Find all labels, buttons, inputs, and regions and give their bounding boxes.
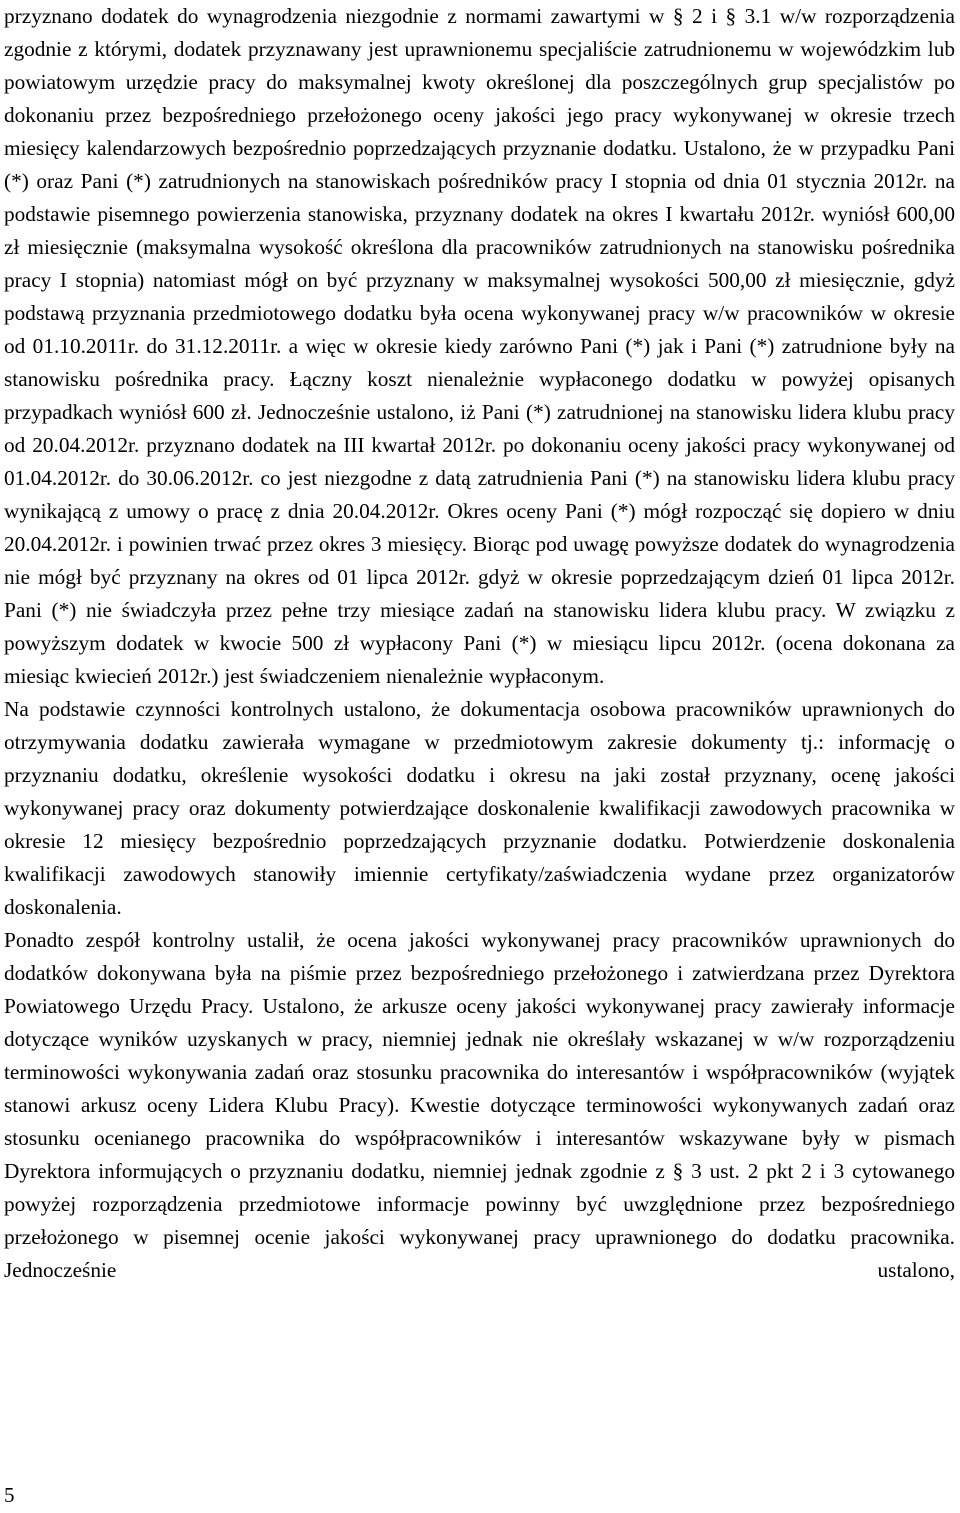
document-body <box>4 0 955 1287</box>
paragraph-personnel-documentation: Na podstawie czynności kontrolnych ustalono, że dokumentacja osobowa pracowników uprawnionych do otrzymywania dodatku zawierała wymagane w przedmiotowym zakresie dokumenty tj.: informację o przyznaniu dodatku, określenie wysokości dodatku i okresu na jaki został przyznany, ocenę jakości wykonywanej pracy oraz dokumenty potwierdzające doskonalenie kwalifikacji zawodowych pracownika w okresie 12 miesięcy bezpośrednio poprzedzających przyznanie dodatku. Potwierdzenie doskonalenia kwalifikacji zawodowych stanowiły imiennie certyfikaty/zaświadczenia wydane przez organizatorów doskonalenia. <box>4 697 955 919</box>
page-number: 5 <box>4 1483 15 1507</box>
paragraph-quality-assessment: Ponadto zespół kontrolny ustalił, że ocena jakości wykonywanej pracy pracowników uprawnionych do dodatków dokonywana była na piśmie przez bezpośredniego przełożonego i zatwierdzana przez Dyrektora Powiatowego Urzędu Pracy. Ustalono, że arkusze oceny jakości wykonywanej pracy zawierały informacje dotyczące wyników uzyskanych w pracy, niemniej jednak nie określały wskazanej w w/w rozporządzeniu terminowości wykonywania zadań oraz stosunku pracownika do interesantów i współpracowników (wyjątek stanowi arkusz oceny Lidera Klubu Pracy). Kwestie dotyczące terminowości wykonywanych zadań oraz stosunku ocenianego pracownika do współpracowników i interesantów wskazywane były w pismach Dyrektora informujących o przyznaniu dodatku, niemniej jednak zgodnie z § 3 ust. 2 pkt 2 i 3 cytowanego powyżej rozporządzenia przedmiotowe informacje powinny być uwzględnione przez bezpośredniego przełożonego w pisemnej ocenie jakości wykonywanej pracy uprawnionego do dodatku pracownika. Jednocześnie ustalono, <box>4 928 955 1282</box>
paragraph-allowance-findings: przyznano dodatek do wynagrodzenia niezgodnie z normami zawartymi w § 2 i § 3.1 w/w rozporządzenia zgodnie z którymi, dodatek przyznawany jest uprawnionemu specjaliście zatrudnionemu w wojewódzkim lub powiatowym urzędzie pracy do maksymalnej kwoty określonej dla poszczególnych grup specjalistów po dokonaniu przez bezpośredniego przełożonego oceny jakości jego pracy wykonywanej w okresie trzech miesięcy kalendarzowych bezpośrednio poprzedzających przyznanie dodatku. Ustalono, że w przypadku Pani (*) oraz Pani (*) zatrudnionych na stanowiskach pośredników pracy I stopnia od dnia 01 stycznia 2012r. na podstawie pisemnego powierzenia stanowiska, przyznany dodatek na okres I kwartału 2012r. wyniósł 600,00 zł miesięcznie (maksymalna wysokość określona dla pracowników zatrudnionych na stanowisku pośrednika pracy I stopnia) natomiast mógł on być przyznany w maksymalnej wysokości 500,00 zł miesięcznie, gdyż podstawą przyznania przedmiotowego dodatku była ocena wykonywanej pracy w/w pracowników w okresie od 01.10.2011r. do 31.12.2011r. a więc w okresie kiedy zarówno Pani (*) jak i Pani (*) zatrudnione były na stanowisku pośrednika pracy. Łączny koszt nienależnie wypłaconego dodatku w powyżej opisanych przypadkach wyniósł 600 zł. Jednocześnie ustalono, iż Pani (*) zatrudnionej na stanowisku lidera klubu pracy od 20.04.2012r. przyznano dodatek na III kwartał 2012r. po dokonaniu oceny jakości pracy wykonywanej od 01.04.2012r. do 30.06.2012r. co jest niezgodne z datą zatrudnienia Pani (*) na stanowisku lidera klubu pracy wynikającą z umowy o pracę z dnia 20.04.2012r. Okres oceny Pani (*) mógł rozpocząć się dopiero w dniu 20.04.2012r. i powinien trwać przez okres 3 miesięcy. Biorąc pod uwagę powyższe dodatek do wynagrodzenia nie mógł być przyznany na okres od 01 lipca 2012r. gdyż w okresie poprzedzającym dzień 01 lipca 2012r. Pani (*) nie świadczyła przez pełne trzy miesiące zadań na stanowisku lidera klubu pracy. W związku z powyższym dodatek w kwocie 500 zł wypłacony Pani (*) w miesiącu lipcu 2012r. (ocena dokonana za miesiąc kwiecień 2012r.) jest świadczeniem nienależnie wypłaconym. <box>4 4 955 688</box>
